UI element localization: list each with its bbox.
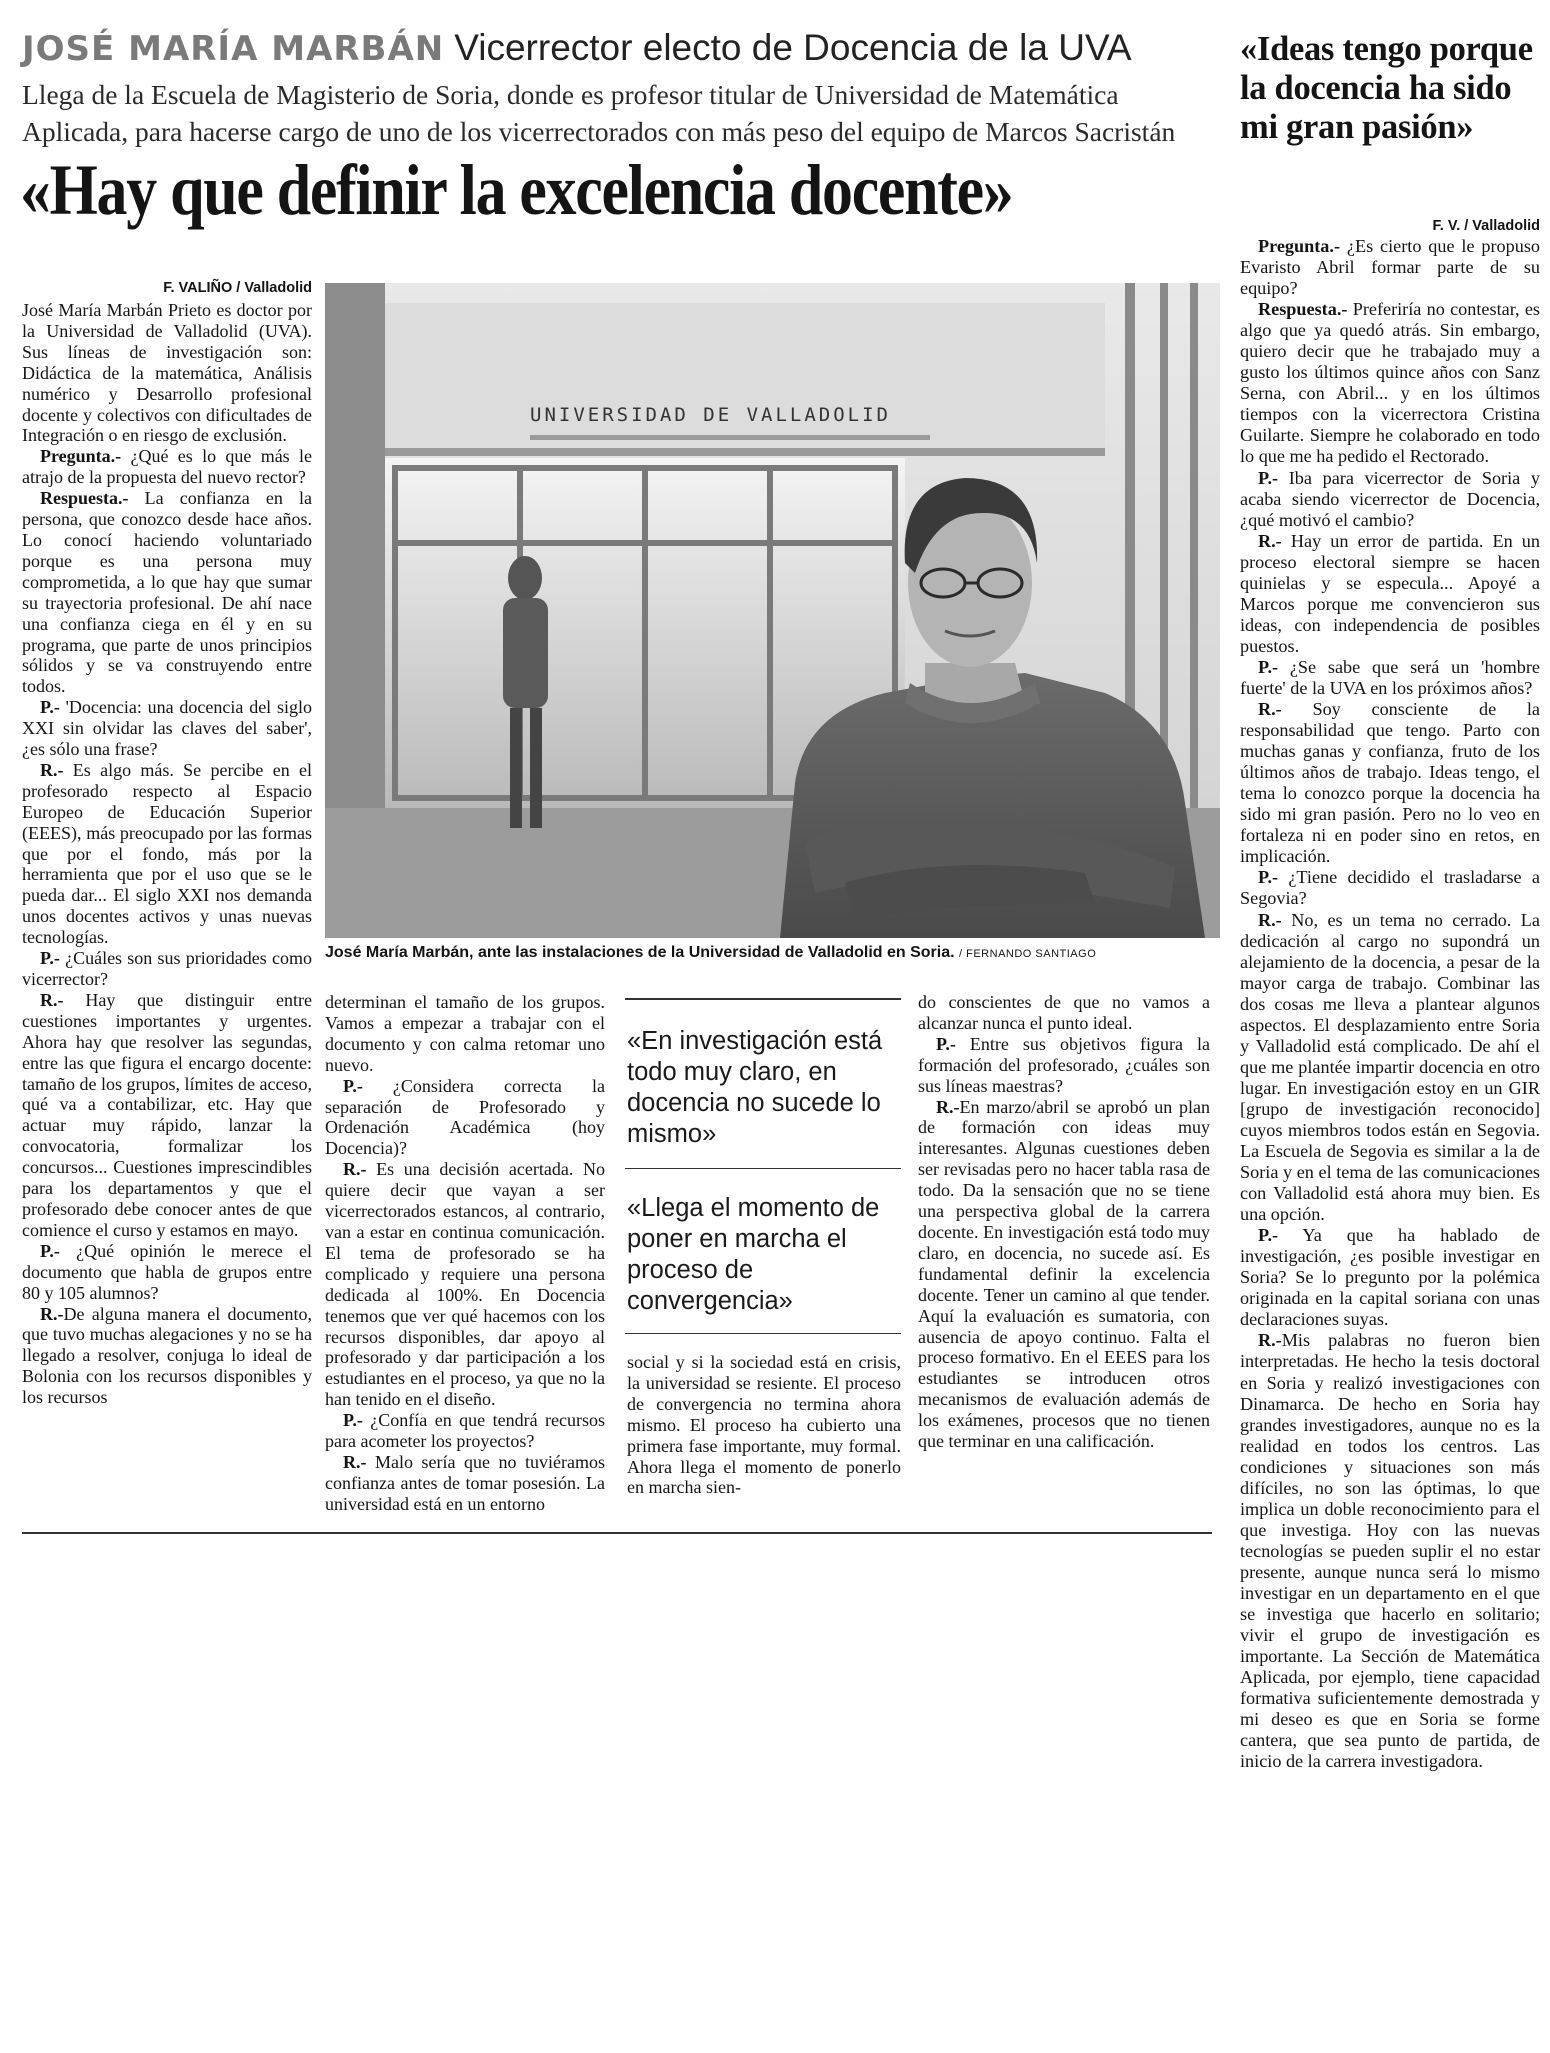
speaker-label: Pregunta.- bbox=[40, 446, 122, 467]
speaker-label: Respuesta.- bbox=[1258, 299, 1348, 320]
paragraph-text: determinan el tamaño de los grupos. Vamos a empezar a trabajar con el documento y con calma retomar uno nuevo. bbox=[325, 992, 605, 1075]
paragraph bbox=[1240, 699, 1540, 867]
speaker-label: R.- bbox=[40, 759, 64, 780]
paragraph bbox=[918, 1097, 1210, 1452]
paragraph bbox=[325, 1076, 605, 1160]
paragraph bbox=[22, 1241, 312, 1304]
headline: «Hay que definir la excelencia docente» bbox=[20, 150, 1013, 230]
paragraph-text: Ya que ha hablado de investigación, ¿es posible investigar en Soria? Se lo pregunto por la polémica originada en la capital soriana con unas declaraciones suyas. bbox=[1240, 1225, 1540, 1330]
sidebar-interview bbox=[1240, 236, 1540, 1772]
paragraph bbox=[1240, 910, 1540, 1226]
article-column-2 bbox=[325, 992, 605, 1515]
article-column-4 bbox=[918, 992, 1210, 1452]
caption-text: José María Marbán, ante las instalaciones de la Universidad de Valladolid en Soria. bbox=[325, 944, 955, 961]
subheadline: Llega de la Escuela de Magisterio de Soria, donde es profesor titular de Universidad de Matemática Aplicada, para hacerse cargo de uno de los vicerrectorados con más peso del equipo de Marcos Sacristán bbox=[22, 79, 1176, 147]
paragraph-text: ¿Se sabe que será un 'hombre fuerte' de la UVA en los próximos años? bbox=[1240, 656, 1540, 698]
interviewee-name: JOSÉ MARÍA MARBÁN bbox=[22, 29, 445, 69]
speaker-label: P.- bbox=[343, 1075, 363, 1096]
paragraph bbox=[22, 300, 312, 446]
paragraph-text: Es una decisión acertada. No quiere decir que vayan a ser vicerrectorados estancos, al contrario, van a estar en continua comunicación. El tema de profesorado se ha complicado y requiere una persona dedicada al 100%. En Docencia tenemos que ver qué hacemos con los recursos disponibles, dar apoyo al profesorado y dar participación a los estudiantes en el proceso, ya que no la han tenido en el diseño. bbox=[325, 1159, 605, 1410]
paragraph bbox=[22, 697, 312, 760]
speaker-label: R.- bbox=[936, 1096, 960, 1117]
speaker-label: P.- bbox=[1258, 867, 1279, 888]
paragraph bbox=[325, 1410, 605, 1452]
paragraph-text: ¿Cuáles son sus prioridades como vicerrector? bbox=[22, 948, 312, 989]
pull-quote-rule-top bbox=[625, 998, 901, 1000]
speaker-label: R.- bbox=[343, 1159, 367, 1180]
pull-quote-rule-bottom bbox=[625, 1333, 901, 1334]
paragraph-text: ¿Confía en que tendrá recursos para acometer los proyectos? bbox=[325, 1410, 605, 1452]
paragraph bbox=[918, 1034, 1210, 1097]
paragraph-text: ¿Qué es lo que más le atrajo de la propuesta del nuevo rector? bbox=[22, 446, 312, 488]
paragraph-text: La confianza en la persona, que conozco desde hace años. Lo conocí haciendo voluntariado porque es una persona muy comprometida, a lo que hay que sumar su trayectoria profesional. De ahí nace una confianza ciega en él y en su programa, que parte de unos principios sólidos y se va construyendo entre todos. bbox=[22, 488, 312, 697]
speaker-label: P.- bbox=[1258, 467, 1279, 488]
paragraph bbox=[1240, 657, 1540, 699]
section-kicker bbox=[22, 26, 1212, 71]
paragraph bbox=[22, 760, 312, 948]
paragraph bbox=[22, 948, 312, 990]
paragraph bbox=[325, 992, 605, 1076]
paragraph-text: Hay un error de partida. En un proceso electoral siempre se hacen quinielas y se especula... Apoyé a Marcos porque me convencieron sus ideas, con independencia de posibles puestos. bbox=[1240, 530, 1540, 656]
speaker-label: R.- bbox=[343, 1451, 367, 1472]
article-photo bbox=[325, 283, 1220, 938]
paragraph-text: Malo sería que no tuviéramos confianza antes de tomar posesión. La universidad está en un entorno bbox=[325, 1451, 605, 1514]
speaker-label: P.- bbox=[343, 1410, 363, 1431]
speaker-label: P.- bbox=[40, 1240, 60, 1261]
paragraph-text: ¿Es cierto que le propuso Evaristo Abril formar parte de su equipo? bbox=[1240, 236, 1540, 299]
paragraph-text: De alguna manera el documento, que tuvo muchas alegaciones y no se ha llegado a resolver, conjuga lo ideal de Bolonia con los recursos disponibles y los recursos bbox=[22, 1303, 312, 1408]
interviewee-role: Vicerrector electo de Docencia de la UVA bbox=[454, 27, 1132, 68]
paragraph bbox=[22, 446, 312, 488]
building-sign: UNIVERSIDAD DE VALLADOLID bbox=[530, 404, 891, 426]
paragraph-text: Hay que distinguir entre cuestiones importantes y urgentes. Ahora hay que resolver las segundas, entre las que figura el encargo docente: tamaño de los grupos, límites de acceso, qué va a contabilizar, etc. Hay que actuar muy rápido, lanzar la convocatoria, formalizar los concursos... Cuestiones imprescindibles para los departamentos y que el profesorado debe conocer antes de que comience el curso y estamos en mayo. bbox=[22, 989, 312, 1240]
paragraph-text: do conscientes de que no vamos a alcanzar nunca el punto ideal. bbox=[918, 992, 1210, 1033]
paragraph-text: En marzo/abril se aprobó un plan de formación con ideas muy interesantes. Algunas cuestiones deben ser revisadas pero no hacer tabla rasa de todo. Da la sensación que no se tiene una perspectiva global de la carrera docente. En investigación está todo muy claro, en docencia, no sucede así. Es fundamental definir la excelencia docente. Tener un camino al que tender. Aquí la evaluación es sumatoria, con ausencia de apoyo continuo. Falta el proceso formativo. En el EEES para los estudiantes se introducen otros mecanismos de evaluación además de los exámenes, procesos que no tienen que terminar en una calificación. bbox=[918, 1096, 1210, 1452]
article-column-3 bbox=[627, 1352, 901, 1498]
speaker-label: R.- bbox=[1258, 1330, 1282, 1351]
speaker-label: R.- bbox=[40, 1303, 64, 1324]
paragraph-text: ¿Considera correcta la separación de Profesorado y Ordenación Académica (hoy Docencia)? bbox=[325, 1075, 605, 1159]
photo-caption bbox=[325, 944, 1220, 962]
paragraph bbox=[325, 1452, 605, 1515]
paragraph bbox=[22, 1304, 312, 1409]
pull-quote-divider bbox=[625, 1168, 901, 1169]
paragraph bbox=[22, 990, 312, 1241]
paragraph bbox=[918, 992, 1210, 1034]
paragraph-text: Mis palabras no fueron bien interpretadas. He hecho la tesis doctoral en Soria y realizó investigaciones con Dinamarca. De hecho en Soria hay grandes investigadores, aunque no es la realidad en todos los centros. Las condiciones y situaciones son más difíciles, no son las óptimas, lo que implica un doble reconocimiento para el que investiga. Hoy con las nuevas tecnologías se pueden suplir el no estar presente, aunque nunca será lo mismo investigar en un departamento en el que se investiga que hacerlo en solitario; vivir el grupo de investigación es importante. La Sección de Matemática Aplicada, por ejemplo, tiene capacidad formativa suficientemente demostrada y mi deseo es que en Soria se forme cantera, que sea punto de partida, de inicio de la carrera investigadora. bbox=[1240, 1330, 1540, 1772]
paragraph-text: Entre sus objetivos figura la formación del profesorado, ¿cuáles son sus líneas maestras? bbox=[918, 1033, 1210, 1096]
speaker-label: P.- bbox=[1258, 1225, 1279, 1246]
sidebar-byline: F. V. / Valladolid bbox=[1432, 218, 1540, 234]
speaker-label: Respuesta.- bbox=[40, 488, 129, 509]
paragraph-text: José María Marbán Prieto es doctor por la Universidad de Valladolid (UVA). Sus líneas de investigación son: Didáctica de la matemática, Análisis numérico y Desarrollo profesional docente y colectivos con dificultades de Integración o en riesgo de exclusión. bbox=[22, 300, 312, 446]
paragraph-text: ¿Tiene decidido el trasladarse a Segovia? bbox=[1240, 867, 1540, 909]
paragraph bbox=[1240, 468, 1540, 531]
paragraph bbox=[1240, 236, 1540, 299]
article-column-1 bbox=[22, 300, 312, 1408]
paragraph bbox=[22, 488, 312, 697]
column-3-paragraph: social y si la sociedad está en crisis, la universidad se resiente. El proceso de convergencia no termina ahora mismo. El proceso ha cubierto una primera fase importante, muy formal. Ahora llega el momento de ponerlo en marcha sien- bbox=[627, 1352, 901, 1498]
paragraph bbox=[1240, 867, 1540, 909]
speaker-label: Pregunta.- bbox=[1258, 236, 1341, 256]
speaker-label: P.- bbox=[40, 697, 60, 718]
paragraph-text: Soy consciente de la responsabilidad que tengo. Parto con muchas ganas y confianza, fruto de los últimos años de trabajo. Ideas tengo, el tema lo conozco porque la docencia ha sido mi gran pasión. Pero no lo veo en fortaleza ni en poder sino en retos, en implicación. bbox=[1240, 699, 1540, 867]
paragraph bbox=[325, 1159, 605, 1410]
speaker-label: R.- bbox=[1258, 699, 1282, 720]
photo-credit: / FERNANDO SANTIAGO bbox=[959, 948, 1097, 960]
speaker-label: P.- bbox=[40, 948, 60, 969]
paragraph bbox=[1240, 299, 1540, 467]
article-bottom-rule bbox=[22, 1532, 1212, 1534]
paragraph-text: No, es un tema no cerrado. La dedicación al cargo no supondrá un alejamiento de la docencia, a pesar de la mayor carga de trabajo. Combinar las dos cosas me lleva a plantear algunos aspectos. El desplazamiento entre Soria y Valladolid está complicado. De ahí el que me plantée impartir docencia en otro lugar. En investigación estoy en un GIR [grupo de investigación reconocido] cuyos miembros todos están en Segovia. La Escuela de Segovia es similar a la de Soria y en el tema de las comunicaciones con Valladolid está ahora muy bien. Es una opción. bbox=[1240, 909, 1540, 1225]
speaker-label: P.- bbox=[936, 1033, 956, 1054]
speaker-label: R.- bbox=[1258, 909, 1282, 930]
paragraph bbox=[1240, 531, 1540, 657]
sidebar-title: «Ideas tengo porque la docencia ha sido mi gran pasión» bbox=[1240, 30, 1533, 146]
paragraph bbox=[1240, 1225, 1540, 1330]
pull-quote-1: «En investigación está todo muy claro, en docencia no sucede lo mismo» bbox=[627, 1027, 883, 1148]
photo-illustration bbox=[325, 283, 1220, 938]
speaker-label: R.- bbox=[1258, 530, 1282, 551]
paragraph-text: 'Docencia: una docencia del siglo XXI sin olvidar las claves del saber', ¿es sólo una frase? bbox=[22, 697, 312, 760]
pull-quote-2: «Llega el momento de poner en marcha el proceso de convergencia» bbox=[627, 1194, 880, 1315]
paragraph-text: Es algo más. Se percibe en el profesorado respecto al Espacio Europeo de Educación Superior (EEES), más preocupado por las formas que por el fondo, más por la herramienta que por el uso que se le pueda dar... El siglo XXI nos demanda unos docentes activos y unas nuevas tecnologías. bbox=[22, 759, 312, 948]
paragraph-text: ¿Qué opinión le merece el documento que habla de grupos entre 80 y 105 alumnos? bbox=[22, 1240, 312, 1303]
paragraph-text: Preferiría no contestar, es algo que ya quedó atrás. Sin embargo, quiero decir que he trabajado muy a gusto los últimos quince años con Sanz Serna, con Abril... y en los últimos tiempos con la vicerrectora Cristina Guilarte. Siempre he colaborado en todo lo que me ha pedido el Rectorado. bbox=[1240, 299, 1540, 467]
paragraph bbox=[1240, 1330, 1540, 1772]
paragraph-text: Iba para vicerrector de Soria y acaba siendo vicerrector de Docencia, ¿qué motivó el cambio? bbox=[1240, 467, 1540, 530]
speaker-label: P.- bbox=[1258, 656, 1279, 677]
main-byline: F. VALIÑO / Valladolid bbox=[163, 280, 312, 296]
speaker-label: R.- bbox=[40, 989, 64, 1010]
